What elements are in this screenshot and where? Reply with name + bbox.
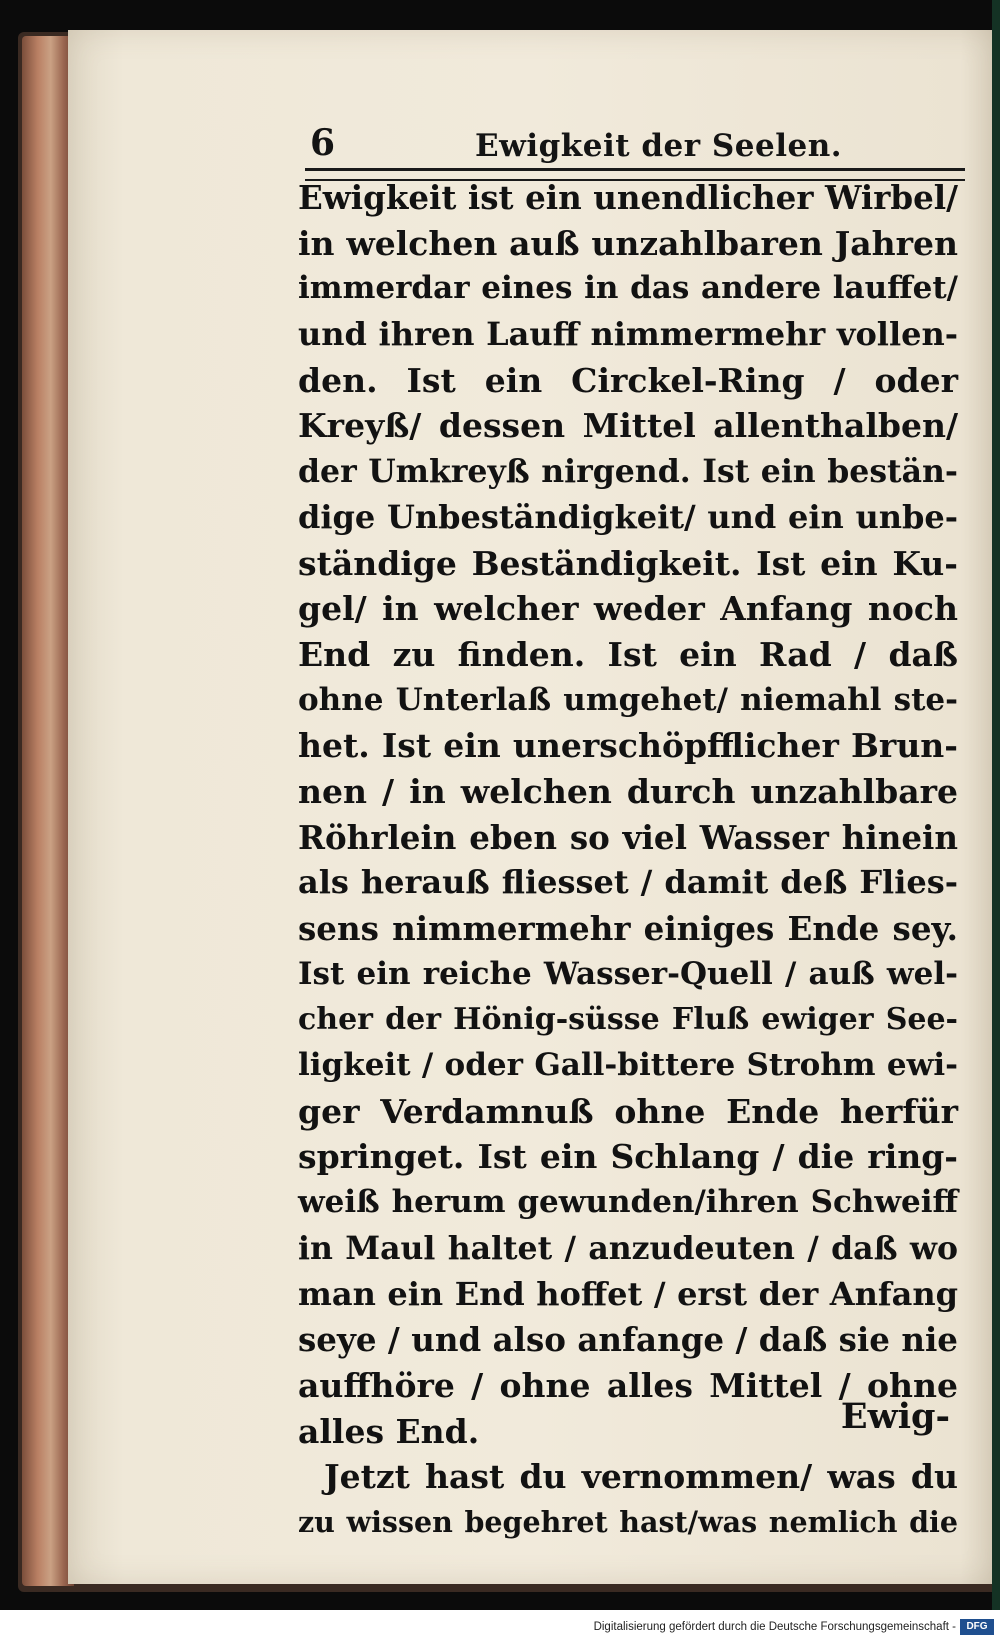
- text-line: man ein End hoffet / erst der Anfang: [298, 1274, 958, 1313]
- footer-bar: [0, 1610, 1000, 1646]
- text-line: in welchen auß unzahlbaren Jahren: [298, 223, 958, 263]
- text-line: der Umkreyß nirgend. Ist ein bestän-: [298, 453, 958, 491]
- text-line: weiß herum gewunden/ihren Schweiff: [298, 1184, 958, 1221]
- text-line: cher der Hönig-süsse Fluß ewiger See-: [298, 1002, 958, 1038]
- text-line: het. Ist ein unerschöpfflicher Brun-: [298, 726, 958, 766]
- page-header: [310, 122, 950, 172]
- text-line: ständige Beständigkeit. Ist ein Ku-: [298, 543, 958, 583]
- text-line: springet. Ist ein Schlang / die ring-: [298, 1137, 958, 1177]
- text-line: gel/ in welcher weder Anfang noch: [298, 589, 958, 629]
- text-line: als herauß fliesset / damit deß Flies-: [298, 863, 958, 902]
- text-line: Kreyß/ dessen Mittel allenthalben/: [298, 406, 958, 446]
- text-line: Jetzt hast du vernommen/ was du: [324, 1457, 958, 1497]
- text-line: den. Ist ein Circkel-Ring / oder: [298, 360, 958, 400]
- text-line: End zu finden. Ist ein Rad / daß: [298, 634, 958, 674]
- text-line: zu wissen begehret hast/was nemlich die: [298, 1504, 958, 1539]
- text-line: Ewigkeit ist ein unendlicher Wirbel/: [298, 178, 958, 217]
- text-line: Ist ein reiche Wasser-Quell / auß wel-: [298, 955, 958, 992]
- text-line: ligkeit / oder Gall-bittere Strohm ewi-: [298, 1047, 958, 1084]
- text-line: dige Unbeständigkeit/ und ein unbe-: [298, 497, 958, 536]
- text-line: ohne Unterlaß umgehet/ niemahl ste-: [298, 681, 958, 718]
- text-line: sens nimmermehr einiges Ende sey.: [298, 909, 958, 948]
- right-cover-edge: [992, 0, 1000, 1646]
- text-line: seye / und also anfange / daß sie nie: [298, 1320, 958, 1360]
- dfg-logo: DFG: [960, 1619, 994, 1635]
- text-line: und ihren Lauff nimmermehr vollen-: [298, 315, 958, 354]
- page-edges: [22, 36, 74, 1586]
- body-text: [298, 175, 958, 1546]
- text-line: ger Verdamnuß ohne Ende herfür: [298, 1091, 958, 1131]
- text-line: in Maul haltet / anzudeuten / daß wo: [298, 1229, 958, 1267]
- text-line: alles End.: [298, 1411, 480, 1451]
- text-line: auffhöre / ohne alles Mittel / ohne: [298, 1365, 958, 1405]
- text-line: nen / in welchen durch unzahlbare: [298, 771, 958, 811]
- running-head: Ewigkeit der Seelen.: [475, 128, 843, 164]
- page-number: 6: [310, 122, 336, 164]
- text-line: Röhrlein eben so viel Wasser hinein: [298, 817, 958, 857]
- catchword: Ewig-: [840, 1396, 950, 1437]
- footer-credit: Digitalisierung gefördert durch die Deutsche Forschungsgemeinschaft -: [593, 1621, 956, 1633]
- text-line: immerdar eines in das andere lauffet/: [298, 270, 958, 307]
